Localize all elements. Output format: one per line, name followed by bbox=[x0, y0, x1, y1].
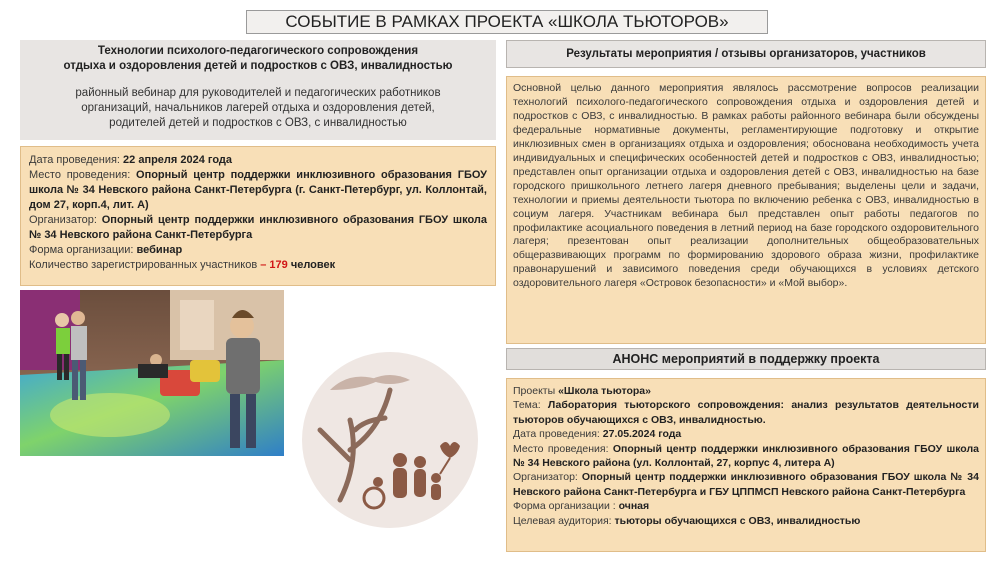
event-date-label: Дата проведения: bbox=[29, 154, 124, 166]
logo-graphic bbox=[300, 350, 480, 530]
intro-sub-line1: районный вебинар для руководителей и педагогических работников bbox=[75, 87, 441, 99]
event-place-label: Место проведения: bbox=[29, 169, 137, 181]
announce-audience bbox=[513, 514, 979, 528]
event-info-panel bbox=[20, 146, 496, 286]
results-text: Основной целью данного мероприятия являлось рассмотрение вопросов реализации технологий психолого-педагогического сопровождения отдыха и оздоровления детей и подростков с ОВЗ, с инвалидностью. В рамках работы районного вебинара были обсуждены федеральные нормативные документы, регламентирующие подготовку и открытие инклюзивных смен в организациях отдыха и оздоровления; обоснована необходимость учета индивидуальных и специфических особенностей детей и подростков с ОВЗ, инвалидностью; представлен опыт организации отдыха и оздоровления детей с ОВЗ, инвалидностью на базе городского пришкольного летнего лагеря дневного пребывания; выделены цели и задачи, технологии и приемы деятельности тьютора по включению ребенка с ОВЗ, инвалидностью в социум лагеря. Участникам вебинара был представлен опыт работы педагогов по профилактике асоциального поведения в летний период на базе городского оздоровительного лагеря; презентован опыт реализации дополнительных общеобразовательных общеразвивающих программ по формированию здорового образа жизни, профилактике правонарушений и зависимого поведения среди обучающихся в условиях детского оздоровительного лагеря «Островок безопасности» и «Мой выбор». bbox=[506, 76, 986, 344]
page-title: СОБЫТИЕ В РАМКАХ ПРОЕКТА «ШКОЛА ТЬЮТОРОВ» bbox=[246, 10, 768, 34]
announce-organizer bbox=[513, 470, 979, 499]
announce-form bbox=[513, 499, 979, 513]
announce-date-label: Дата проведения: bbox=[513, 428, 603, 441]
announce-project-label: Проекты bbox=[513, 385, 559, 397]
participants-unit: человек bbox=[287, 259, 336, 271]
announce-topic-label: Тема: bbox=[513, 399, 548, 412]
photo-illustration bbox=[20, 290, 284, 456]
intro-title bbox=[28, 44, 488, 74]
event-participants bbox=[29, 258, 487, 273]
results-heading: Результаты мероприятия / отзывы организаторов, участников bbox=[506, 40, 986, 68]
interactive-floor-photo bbox=[20, 290, 284, 456]
participants-count: – 179 bbox=[260, 259, 288, 271]
intro-panel bbox=[20, 40, 496, 140]
intro-title-line1: Технологии психолого-педагогического сопровождения bbox=[97, 45, 419, 57]
announce-heading: АНОНС мероприятий в поддержку проекта bbox=[506, 348, 986, 370]
event-organizer-value: Опорный центр поддержки инклюзивного образования ГБОУ школа № 34 Невского района Санкт-Петербурга bbox=[29, 214, 488, 241]
announce-place-value: Опорный центр поддержки инклюзивного образования ГБОУ школа № 34 Невского района (ул. Коллонтай, 27, корпус 4, литера А) bbox=[513, 442, 979, 470]
intro-title-line2: отдыха и оздоровления детей и подростков с ОВЗ, инвалидностью bbox=[63, 60, 453, 72]
announce-form-value: очная bbox=[618, 500, 650, 513]
event-date-value: 22 апреля 2024 года bbox=[123, 154, 233, 166]
tree-family-logo-icon bbox=[300, 350, 480, 530]
event-organizer bbox=[29, 213, 487, 243]
announce-date bbox=[513, 427, 979, 441]
announce-audience-label: Целевая аудитория: bbox=[513, 514, 615, 527]
event-form-value: вебинар bbox=[136, 244, 183, 256]
announce-project-value: «Школа тьютора» bbox=[558, 385, 651, 397]
event-date bbox=[29, 153, 487, 168]
announce-audience-value: тьюторы обучающихся с ОВЗ, инвалидностью bbox=[614, 514, 861, 527]
event-place-value: Опорный центр поддержки инклюзивного образования ГБОУ школа № 34 Невского района Санкт-Петербурга (г. Санкт-Петербург, ул. Коллонтай, дом 27, корп.4, лит. А) bbox=[29, 169, 487, 211]
event-form bbox=[29, 243, 487, 258]
announce-topic-value: Лаборатория тьюторского сопровождения: анализ результатов деятельности тьюторов обучающихся с ОВЗ, инвалидностью. bbox=[513, 399, 979, 426]
announce-panel bbox=[506, 378, 986, 552]
announce-date-value: 27.05.2024 года bbox=[602, 428, 682, 441]
event-form-label: Форма организации: bbox=[29, 244, 137, 256]
announce-organizer-label: Организатор: bbox=[513, 471, 582, 484]
announce-organizer-value: Опорный центр поддержки инклюзивного образования ГБОУ школа № 34 Невского района Санкт-Петербурга и ГБУ ЦППМСП Невского района Санкт-Петербурга bbox=[513, 471, 979, 498]
announce-form-label: Форма организации : bbox=[513, 500, 619, 513]
announce-topic bbox=[513, 398, 979, 427]
event-place bbox=[29, 168, 487, 213]
intro-sub-line3: родителей детей и подростков с ОВЗ, с инвалидностью bbox=[109, 117, 407, 129]
intro-subtitle bbox=[28, 86, 488, 131]
announce-place-label: Место проведения: bbox=[513, 442, 613, 455]
event-organizer-label: Организатор: bbox=[29, 214, 102, 226]
announce-project bbox=[513, 384, 979, 398]
intro-sub-line2: организаций, начальников лагерей отдыха и оздоровления детей, bbox=[81, 102, 435, 114]
announce-place bbox=[513, 442, 979, 471]
participants-label: Количество зарегистрированных участников bbox=[29, 259, 261, 271]
